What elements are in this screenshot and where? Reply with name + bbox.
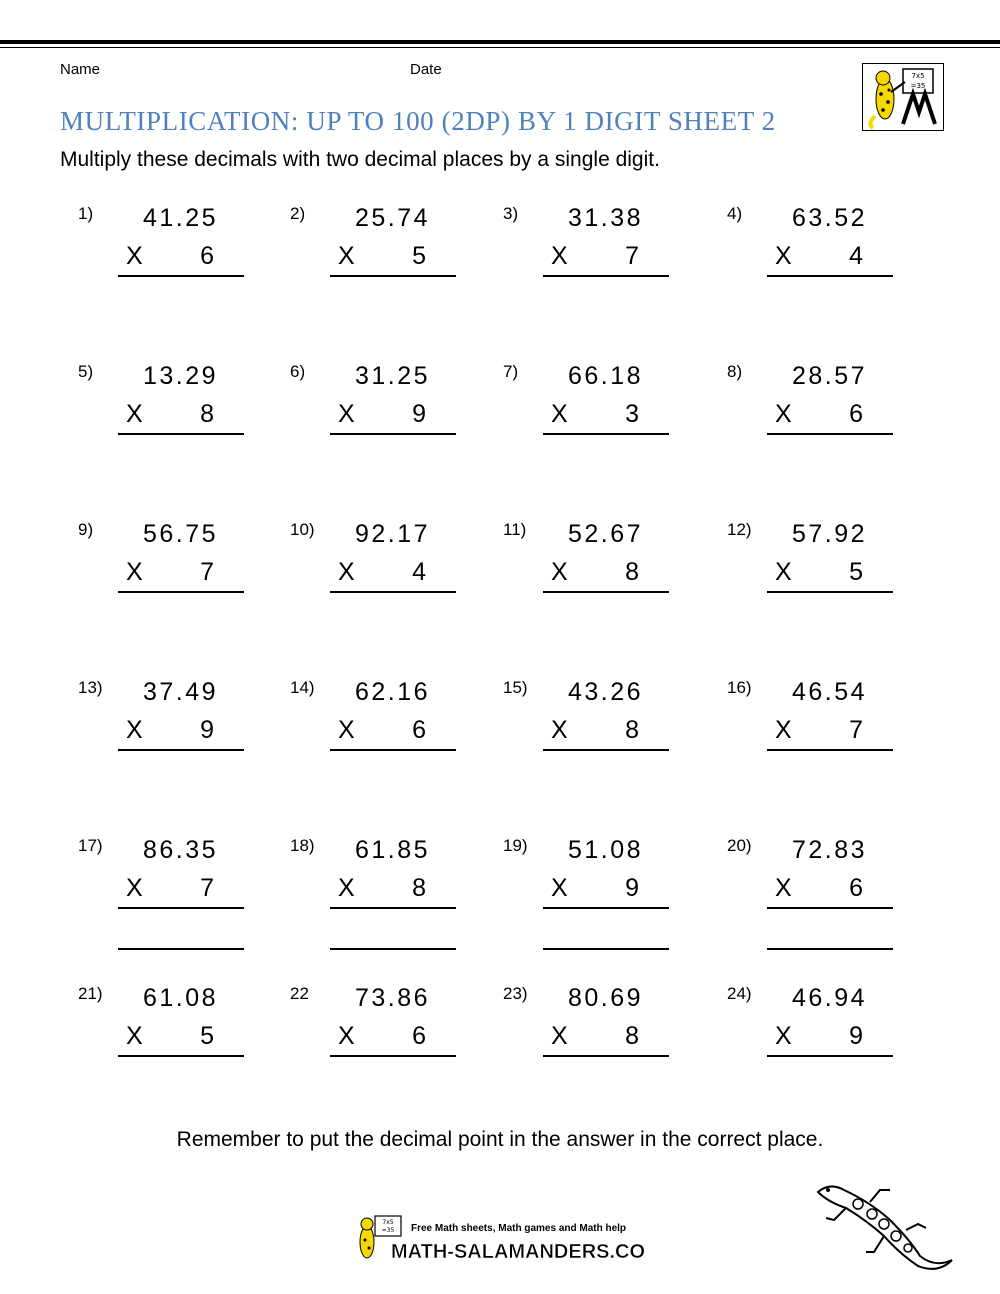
problem-multiplier: 8 [625,716,639,744]
problem-3 [503,204,683,314]
problem-number: 18) [290,836,315,855]
problem-top-number: 31.38 [567,204,643,232]
multiply-sign: X [126,716,143,744]
problem-multiplier: 6 [412,716,426,744]
problem-top-number: 37.49 [142,678,218,706]
answer-line [543,591,669,593]
problem-18 [290,836,470,946]
problem-number: 21) [78,984,103,1003]
answer-line [767,433,893,435]
problem-multiplier: 7 [849,716,863,744]
answer-line [543,907,669,909]
problem-number: 23) [503,984,528,1003]
problem-top-number: 63.52 [791,204,867,232]
problem-21 [78,984,258,1094]
problem-top-number: 51.08 [567,836,643,864]
answer-line [767,907,893,909]
answer-line [767,749,893,751]
problem-12 [727,520,907,630]
multiply-sign: X [126,242,143,270]
problem-multiplier: 4 [412,558,426,586]
problem-multiplier: 8 [200,400,214,428]
multiply-sign: X [338,400,355,428]
problem-number: 6) [290,362,306,381]
problem-multiplier: 8 [625,1022,639,1050]
answer-line [330,275,456,277]
answer-line [767,591,893,593]
problem-number: 9) [78,520,94,539]
problem-1 [78,204,258,314]
multiply-sign: X [551,558,568,586]
multiply-sign: X [775,874,792,902]
problem-multiplier: 4 [849,242,863,270]
problem-multiplier: 5 [200,1022,214,1050]
problem-8 [727,362,907,472]
problem-top-number: 52.67 [567,520,643,548]
problem-multiplier: 7 [200,874,214,902]
problem-multiplier: 5 [849,558,863,586]
answer-line [543,433,669,435]
problem-number: 16) [727,678,752,697]
problem-5 [78,362,258,472]
instructions: Multiply these decimals with two decimal places by a single digit. [60,148,660,171]
date-label: Date [410,61,442,78]
multiply-sign: X [551,716,568,744]
problem-top-number: 25.74 [354,204,430,232]
problem-multiplier: 6 [412,1022,426,1050]
problem-top-number: 57.92 [791,520,867,548]
reminder-text: Remember to put the decimal point in the answer in the correct place. [176,1128,824,1151]
top-rule-thin [0,47,1000,48]
problem-top-number: 66.18 [567,362,643,390]
answer-line [118,275,244,277]
answer-line [118,591,244,593]
answer-underline [767,948,893,950]
multiply-sign: X [338,1022,355,1050]
problem-number: 13) [78,678,103,697]
logo-board-text: 7x5 [911,72,925,80]
multiply-sign: X [126,1022,143,1050]
problem-top-number: 56.75 [142,520,218,548]
svg-text:=35: =35 [381,1227,395,1234]
problem-multiplier: 9 [625,874,639,902]
problem-multiplier: 6 [200,242,214,270]
multiply-sign: X [338,558,355,586]
svg-text:=35: =35 [910,82,926,90]
problem-multiplier: 9 [200,716,214,744]
problem-number: 3) [503,204,519,223]
problem-4 [727,204,907,314]
problem-number: 15) [503,678,528,697]
answer-line [330,749,456,751]
answer-line [118,749,244,751]
problem-7 [503,362,683,472]
math-salamanders-logo [355,1212,645,1264]
problem-number: 4) [727,204,743,223]
multiply-sign: X [551,400,568,428]
problem-number: 20) [727,836,752,855]
svg-text:7x5: 7x5 [382,1219,394,1226]
problem-2 [290,204,470,314]
problem-top-number: 80.69 [567,984,643,1012]
problem-multiplier: 8 [625,558,639,586]
answer-line [543,749,669,751]
problem-top-number: 61.08 [142,984,218,1012]
answer-line [330,591,456,593]
answer-line [330,907,456,909]
multiply-sign: X [126,874,143,902]
answer-line [330,1055,456,1057]
problem-multiplier: 9 [849,1022,863,1050]
answer-line [118,1055,244,1057]
problem-top-number: 62.16 [354,678,430,706]
problem-6 [290,362,470,472]
multiply-sign: X [775,242,792,270]
answer-line [767,275,893,277]
problem-19 [503,836,683,946]
problem-multiplier: 7 [200,558,214,586]
problem-top-number: 13.29 [142,362,218,390]
problem-number: 10) [290,520,315,539]
problem-number: 8) [727,362,743,381]
problem-top-number: 28.57 [791,362,867,390]
problem-multiplier: 6 [849,874,863,902]
problem-16 [727,678,907,788]
problem-number: 7) [503,362,519,381]
problem-15 [503,678,683,788]
problem-top-number: 31.25 [354,362,430,390]
multiply-sign: X [775,558,792,586]
multiply-sign: X [775,716,792,744]
problem-number: 11) [503,520,527,539]
problem-23 [503,984,683,1094]
answer-line [543,275,669,277]
problem-multiplier: 3 [625,400,639,428]
problem-multiplier: 5 [412,242,426,270]
answer-underline [118,948,244,950]
problem-22 [290,984,470,1094]
problem-number: 14) [290,678,315,697]
top-rule-thick [0,40,1000,44]
footer-tagline: Free Math sheets, Math games and Math help [411,1223,627,1234]
problem-top-number: 43.26 [567,678,643,706]
problem-multiplier: 9 [412,400,426,428]
salamander-icon [810,1180,955,1275]
problem-top-number: 92.17 [354,520,430,548]
problem-top-number: 72.83 [791,836,867,864]
multiply-sign: X [775,400,792,428]
salamander-teacher-icon [862,63,944,131]
problem-20 [727,836,907,946]
answer-underline [330,948,456,950]
problem-10 [290,520,470,630]
problem-top-number: 46.94 [791,984,867,1012]
problem-multiplier: 7 [625,242,639,270]
footer-site-name: MATH-SALAMANDERS.COM [391,1241,645,1263]
problem-number: 17) [78,836,103,855]
multiply-sign: X [338,874,355,902]
answer-underline [543,948,669,950]
page-title: MULTIPLICATION: UP TO 100 (2DP) BY 1 DIGIT SHEET 2 [60,106,776,136]
problem-number: 2) [290,204,306,223]
problem-top-number: 73.86 [354,984,430,1012]
problem-top-number: 46.54 [791,678,867,706]
problem-13 [78,678,258,788]
problem-24 [727,984,907,1094]
multiply-sign: X [338,242,355,270]
multiply-sign: X [338,716,355,744]
problem-number: 12) [727,520,752,539]
multiply-sign: X [551,242,568,270]
problem-number: 1) [78,204,94,223]
answer-line [767,1055,893,1057]
answer-line [543,1055,669,1057]
problem-11 [503,520,683,630]
problem-number: 22 [290,984,309,1003]
problem-14 [290,678,470,788]
multiply-sign: X [126,400,143,428]
multiply-sign: X [126,558,143,586]
answer-line [118,907,244,909]
multiply-sign: X [551,874,568,902]
problem-top-number: 86.35 [142,836,218,864]
problem-top-number: 61.85 [354,836,430,864]
problem-multiplier: 6 [849,400,863,428]
problem-17 [78,836,258,946]
problem-number: 24) [727,984,752,1003]
problem-number: 5) [78,362,94,381]
answer-line [330,433,456,435]
problem-number: 19) [503,836,528,855]
multiply-sign: X [775,1022,792,1050]
answer-line [118,433,244,435]
problem-multiplier: 8 [412,874,426,902]
problem-top-number: 41.25 [142,204,218,232]
name-label: Name [60,61,101,78]
multiply-sign: X [551,1022,568,1050]
problem-9 [78,520,258,630]
